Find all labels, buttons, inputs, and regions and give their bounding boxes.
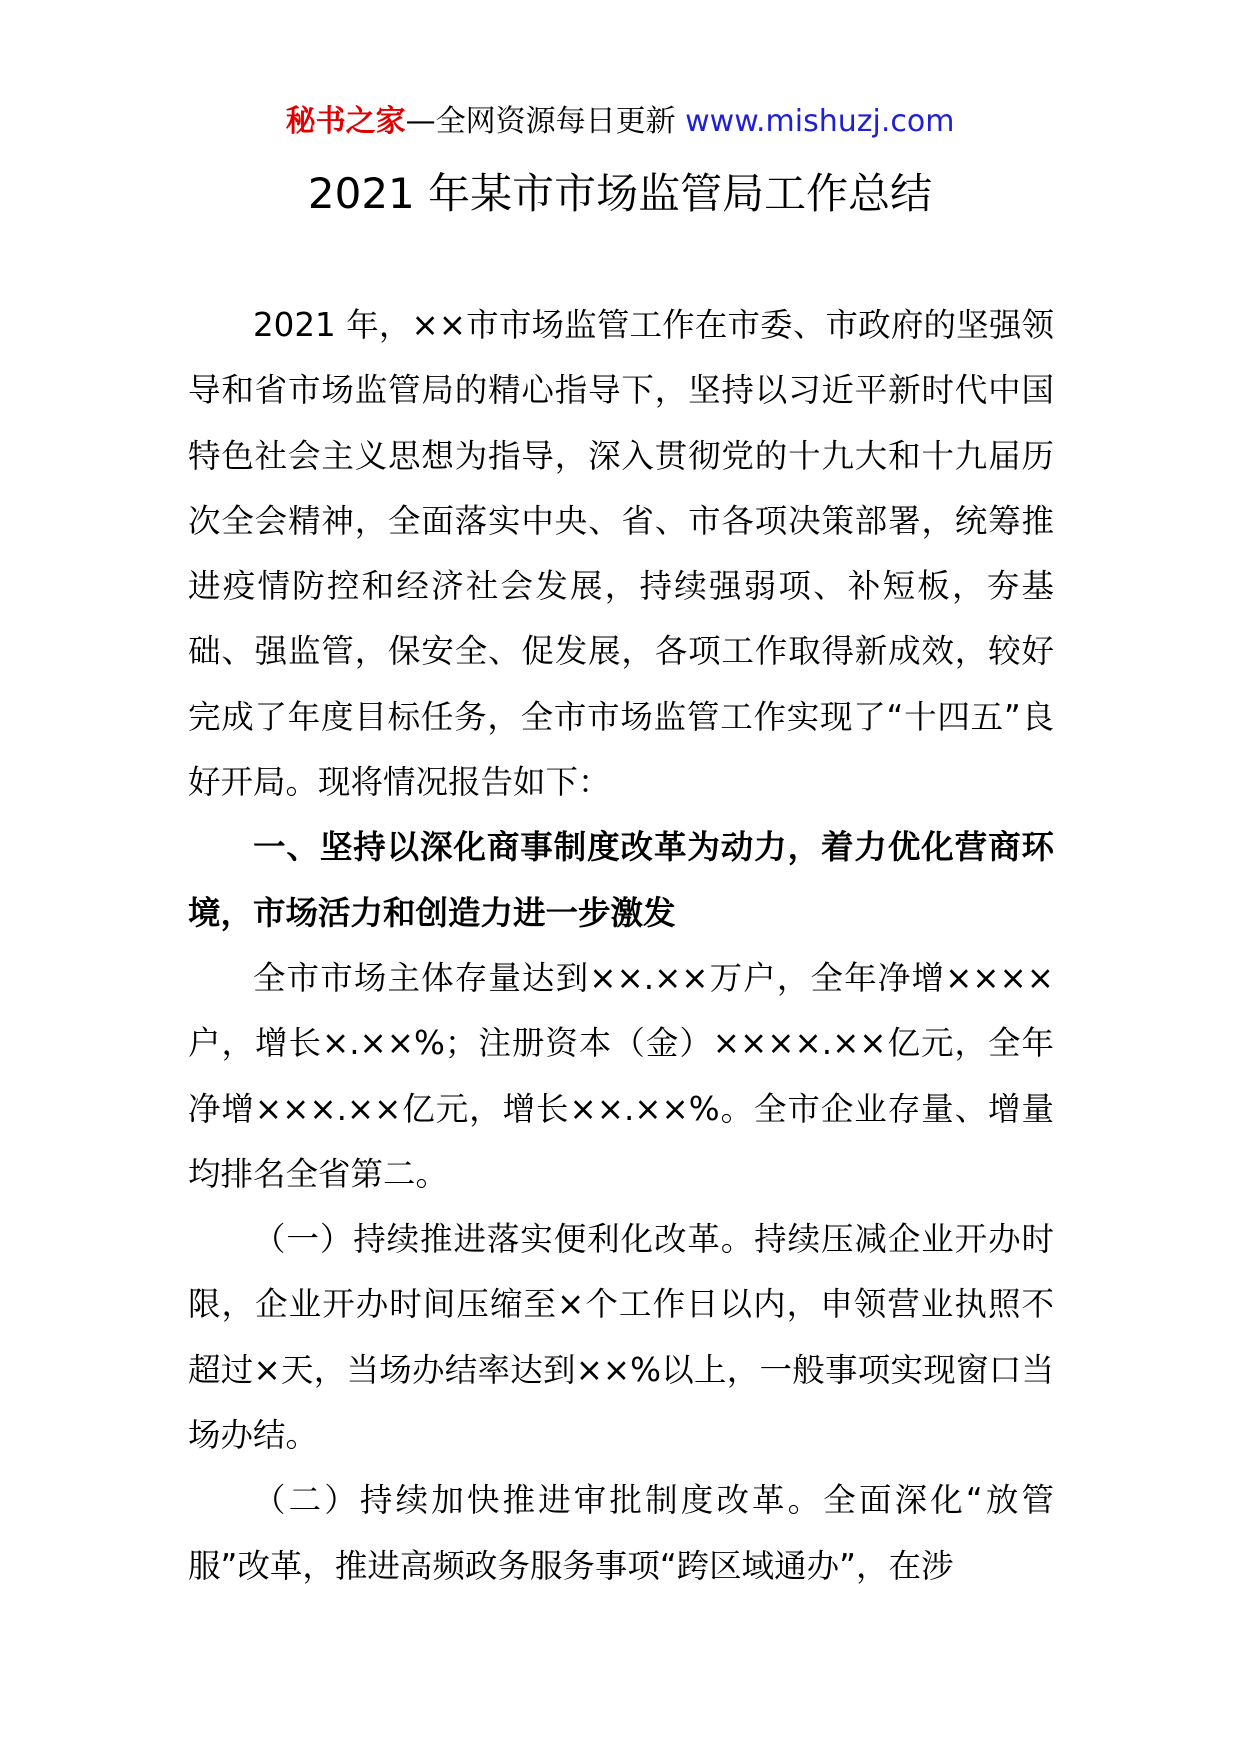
header-tagline: —全网资源每日更新 <box>405 104 686 139</box>
site-header <box>0 100 1240 144</box>
section-heading-1: 一、坚持以深化商事制度改革为动力，着力优化营商环境，市场活力和创造力进一步激发 <box>188 828 1054 932</box>
document-body <box>188 293 1054 1599</box>
document-title: 2021 年某市市场监管局工作总结 <box>307 169 933 218</box>
subsection-paragraph-1: （一）持续推进落实便利化改革。持续压减企业开办时限，企业开办时间压缩至×个工作日以内，申领营业执照不超过×天，当场办结率达到××%以上，一般事项实现窗口当场办结。 <box>188 1220 1054 1455</box>
site-url: www.mishuzj.com <box>685 104 955 139</box>
brand-name: 秘书之家 <box>285 104 406 139</box>
subsection-paragraph-2: （二）持续加快推进审批制度改革。全面深化“放管服”改革，推进高频政务服务事项“跨区域通办”，在涉 <box>188 1481 1054 1585</box>
intro-paragraph: 2021 年，××市市场监管工作在市委、市政府的坚强领导和省市场监管局的精心指导下，坚持以习近平新时代中国特色社会主义思想为指导，深入贯彻党的十九大和十九届历次全会精神，全面落实中央、省、市各项决策部署，统筹推进疫情防控和经济社会发展，持续强弱项、补短板，夯基础、强监管，保安全、促发展，各项工作取得新成效，较好完成了年度目标任务，全市市场监管工作实现了“十四五”良好开局。现将情况报告如下： <box>188 306 1054 802</box>
statistics-paragraph: 全市市场主体存量达到××.××万户，全年净增××××户，增长×.××%；注册资本（金）××××.××亿元，全年净增×××.××亿元，增长××.××%。全市企业存量、增量均排名全省第二。 <box>188 958 1054 1193</box>
